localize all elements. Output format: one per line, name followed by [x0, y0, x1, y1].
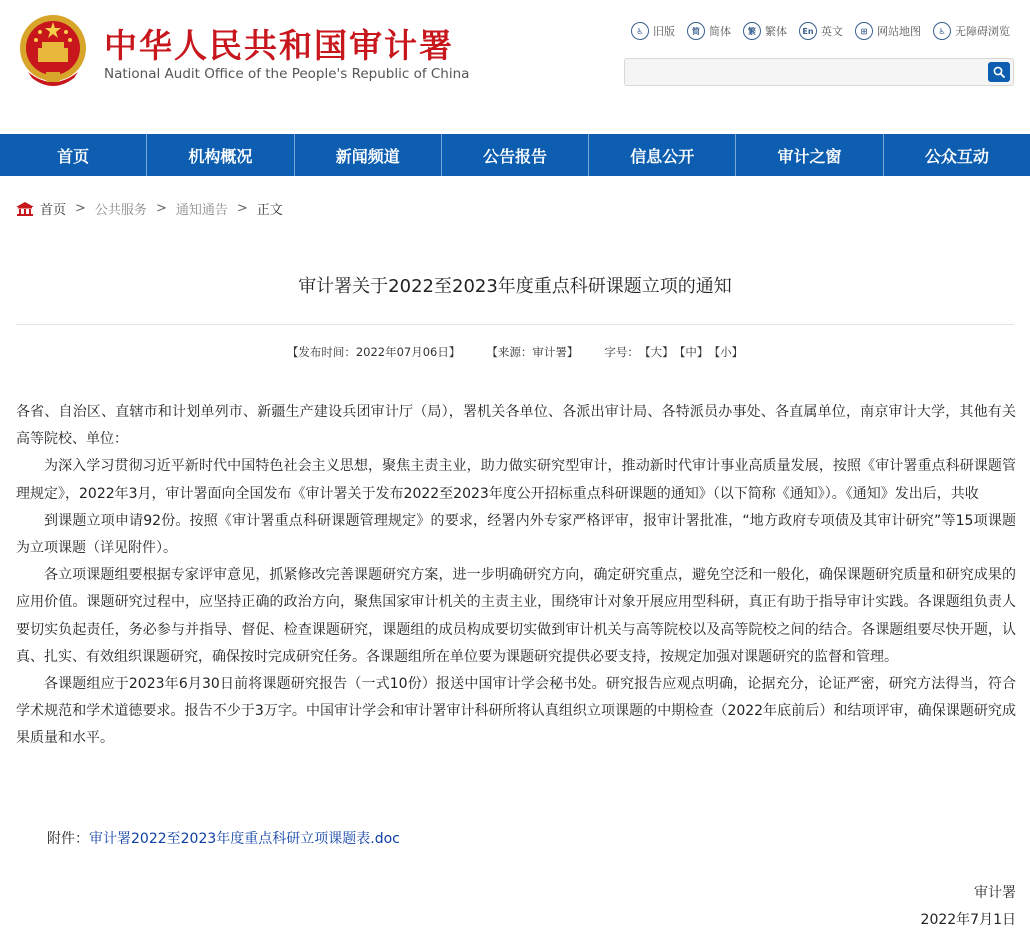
toplink-label: 繁体: [765, 25, 787, 38]
title-divider: [16, 324, 1014, 325]
breadcrumb-home[interactable]: 首页: [40, 203, 67, 218]
search-button[interactable]: [988, 62, 1010, 82]
breadcrumb-separator: >: [75, 201, 86, 216]
national-emblem-icon: [16, 12, 90, 88]
font-size-control: [604, 344, 743, 360]
toplink-english[interactable]: [799, 22, 843, 40]
toplink-accessibility[interactable]: [933, 22, 1010, 40]
paragraph: 各课题组应于2023年6月30日前将课题研究报告（一式10份）报送中国审计学会秘书处。研究报告应观点明确，论据充分，论证严密，研究方法得当，符合学术规范和学术道德要求。报告不少于3万字。中国审计学会和审计署审计科研所将认真组织立项课题的中期检查（2022年底前后）和结项评审，确保课题研究成果质量和水平。: [16, 676, 1016, 747]
site-subtitle: National Audit Office of the People's Republic of China: [104, 66, 470, 82]
search-icon: [993, 66, 1005, 78]
nav-public-interaction[interactable]: 公众互动: [924, 146, 989, 166]
attachment-link[interactable]: 审计署2022至2023年度重点科研立项课题表.doc: [89, 831, 400, 847]
toplink-simplified[interactable]: [687, 22, 731, 40]
traditional-icon: 繁: [743, 22, 761, 40]
paragraph: 各立项课题组要根据专家评审意见，抓紧修改完善课题研究方案，进一步明确研究方向，确定研究重点，避免空泛和一般化，确保课题研究质量和研究成果的应用价值。课题研究过程中，应坚持正确的政治方向，聚焦国家审计机关的主责主业，围绕审计对象开展应用型科研，真正有助于指导审计实践。各课题组负责人要切实负起责任，务必参与并指导、督促、检查课题研究，课题组的成员构成要切实做到审计机关与高等院校以及高等院校之间的结合。各课题组要尽快开题，认真、扎实、有效组织课题研究，确保按时完成研究任务。各课题组所在单位要为课题研究提供必要支持，按规定加强对课题研究的监督和管理。: [16, 567, 1016, 665]
search-box: [624, 58, 1014, 86]
simplified-icon: 简: [687, 22, 705, 40]
top-links: [631, 22, 1010, 40]
article-source: 【来源：审计署】: [486, 345, 579, 359]
article-meta: [0, 344, 1030, 360]
breadcrumb-current: 正文: [256, 203, 283, 218]
font-size-label: 字号：: [604, 345, 639, 359]
accessibility-icon: ♿: [631, 22, 649, 40]
font-size-medium[interactable]: 【中】: [679, 345, 709, 359]
font-size-small[interactable]: 【小】: [714, 345, 744, 359]
paragraph: 到课题立项申请92份。按照《审计署重点科研课题管理规定》的要求，经署内外专家严格评审，报审计署批准，“地方政府专项债及其审计研究”等15项课题为立项课题（详见附件）。: [16, 512, 1016, 557]
nav-info-disclosure[interactable]: 信息公开: [589, 134, 736, 176]
toplink-label: 网站地图: [877, 25, 921, 38]
sitemap-icon: ⊞: [855, 22, 873, 40]
accessibility-icon: ♿: [933, 22, 951, 40]
font-size-large[interactable]: 【大】: [644, 345, 674, 359]
signature-org: 审计署: [974, 885, 1016, 901]
toplink-label: 旧版: [653, 25, 675, 38]
breadcrumb-separator: >: [236, 201, 248, 216]
article-body: [16, 399, 1016, 753]
paragraph-salutation: 各省、自治区、直辖市和计划单列市、新疆生产建设兵团审计厅（局），署机关各单位、各派出审计局、各特派员办事处、各直属单位，南京审计大学，其他有关高等院校、单位：: [16, 404, 1016, 448]
nav-announcements[interactable]: 公告报告: [442, 134, 589, 176]
breadcrumb: [16, 199, 283, 218]
breadcrumb-public-service[interactable]: 公共服务: [94, 203, 147, 218]
paragraph: 为深入学习贯彻习近平新时代中国特色社会主义思想，聚焦主责主业，助力做实研究型审计，推动新时代审计事业高质量发展，按照《审计署重点科研课题管理规定》，2022年3月，审计署面向全国发布《审计署关于发布2022至2023年度公开招标重点科研课题的通知》（以下简称《通知》）。《通知》发出后，共收: [16, 458, 1016, 502]
site-header: [0, 0, 1030, 134]
nav-news[interactable]: 新闻频道: [295, 134, 442, 176]
nav-organization[interactable]: 机构概况: [147, 134, 294, 176]
toplink-traditional[interactable]: [743, 22, 787, 40]
toplink-label: 无障碍浏览: [955, 25, 1010, 38]
article-title: 审计署关于2022至2023年度重点科研课题立项的通知: [298, 276, 732, 297]
attachment: [47, 828, 400, 848]
toplink-label: 简体: [709, 25, 731, 38]
signature-date: 2022年7月1日: [920, 912, 1016, 928]
english-icon: En: [799, 22, 817, 40]
main-nav: [0, 134, 1030, 176]
breadcrumb-notices[interactable]: 通知通告: [175, 203, 228, 218]
nav-audit-window[interactable]: 审计之窗: [736, 134, 883, 176]
publish-date: 【发布时间：2022年07月06日】: [286, 345, 461, 359]
toplink-label: 英文: [821, 25, 843, 38]
toplink-sitemap[interactable]: [855, 22, 921, 40]
search-input[interactable]: [625, 59, 981, 85]
site-title: 中华人民共和国审计署: [104, 26, 454, 65]
attachment-label: 附件：: [47, 831, 89, 847]
breadcrumb-separator: >: [155, 201, 167, 216]
toplink-old-version[interactable]: [631, 22, 675, 40]
nav-home[interactable]: 首页: [0, 134, 147, 176]
home-icon: [16, 202, 34, 216]
